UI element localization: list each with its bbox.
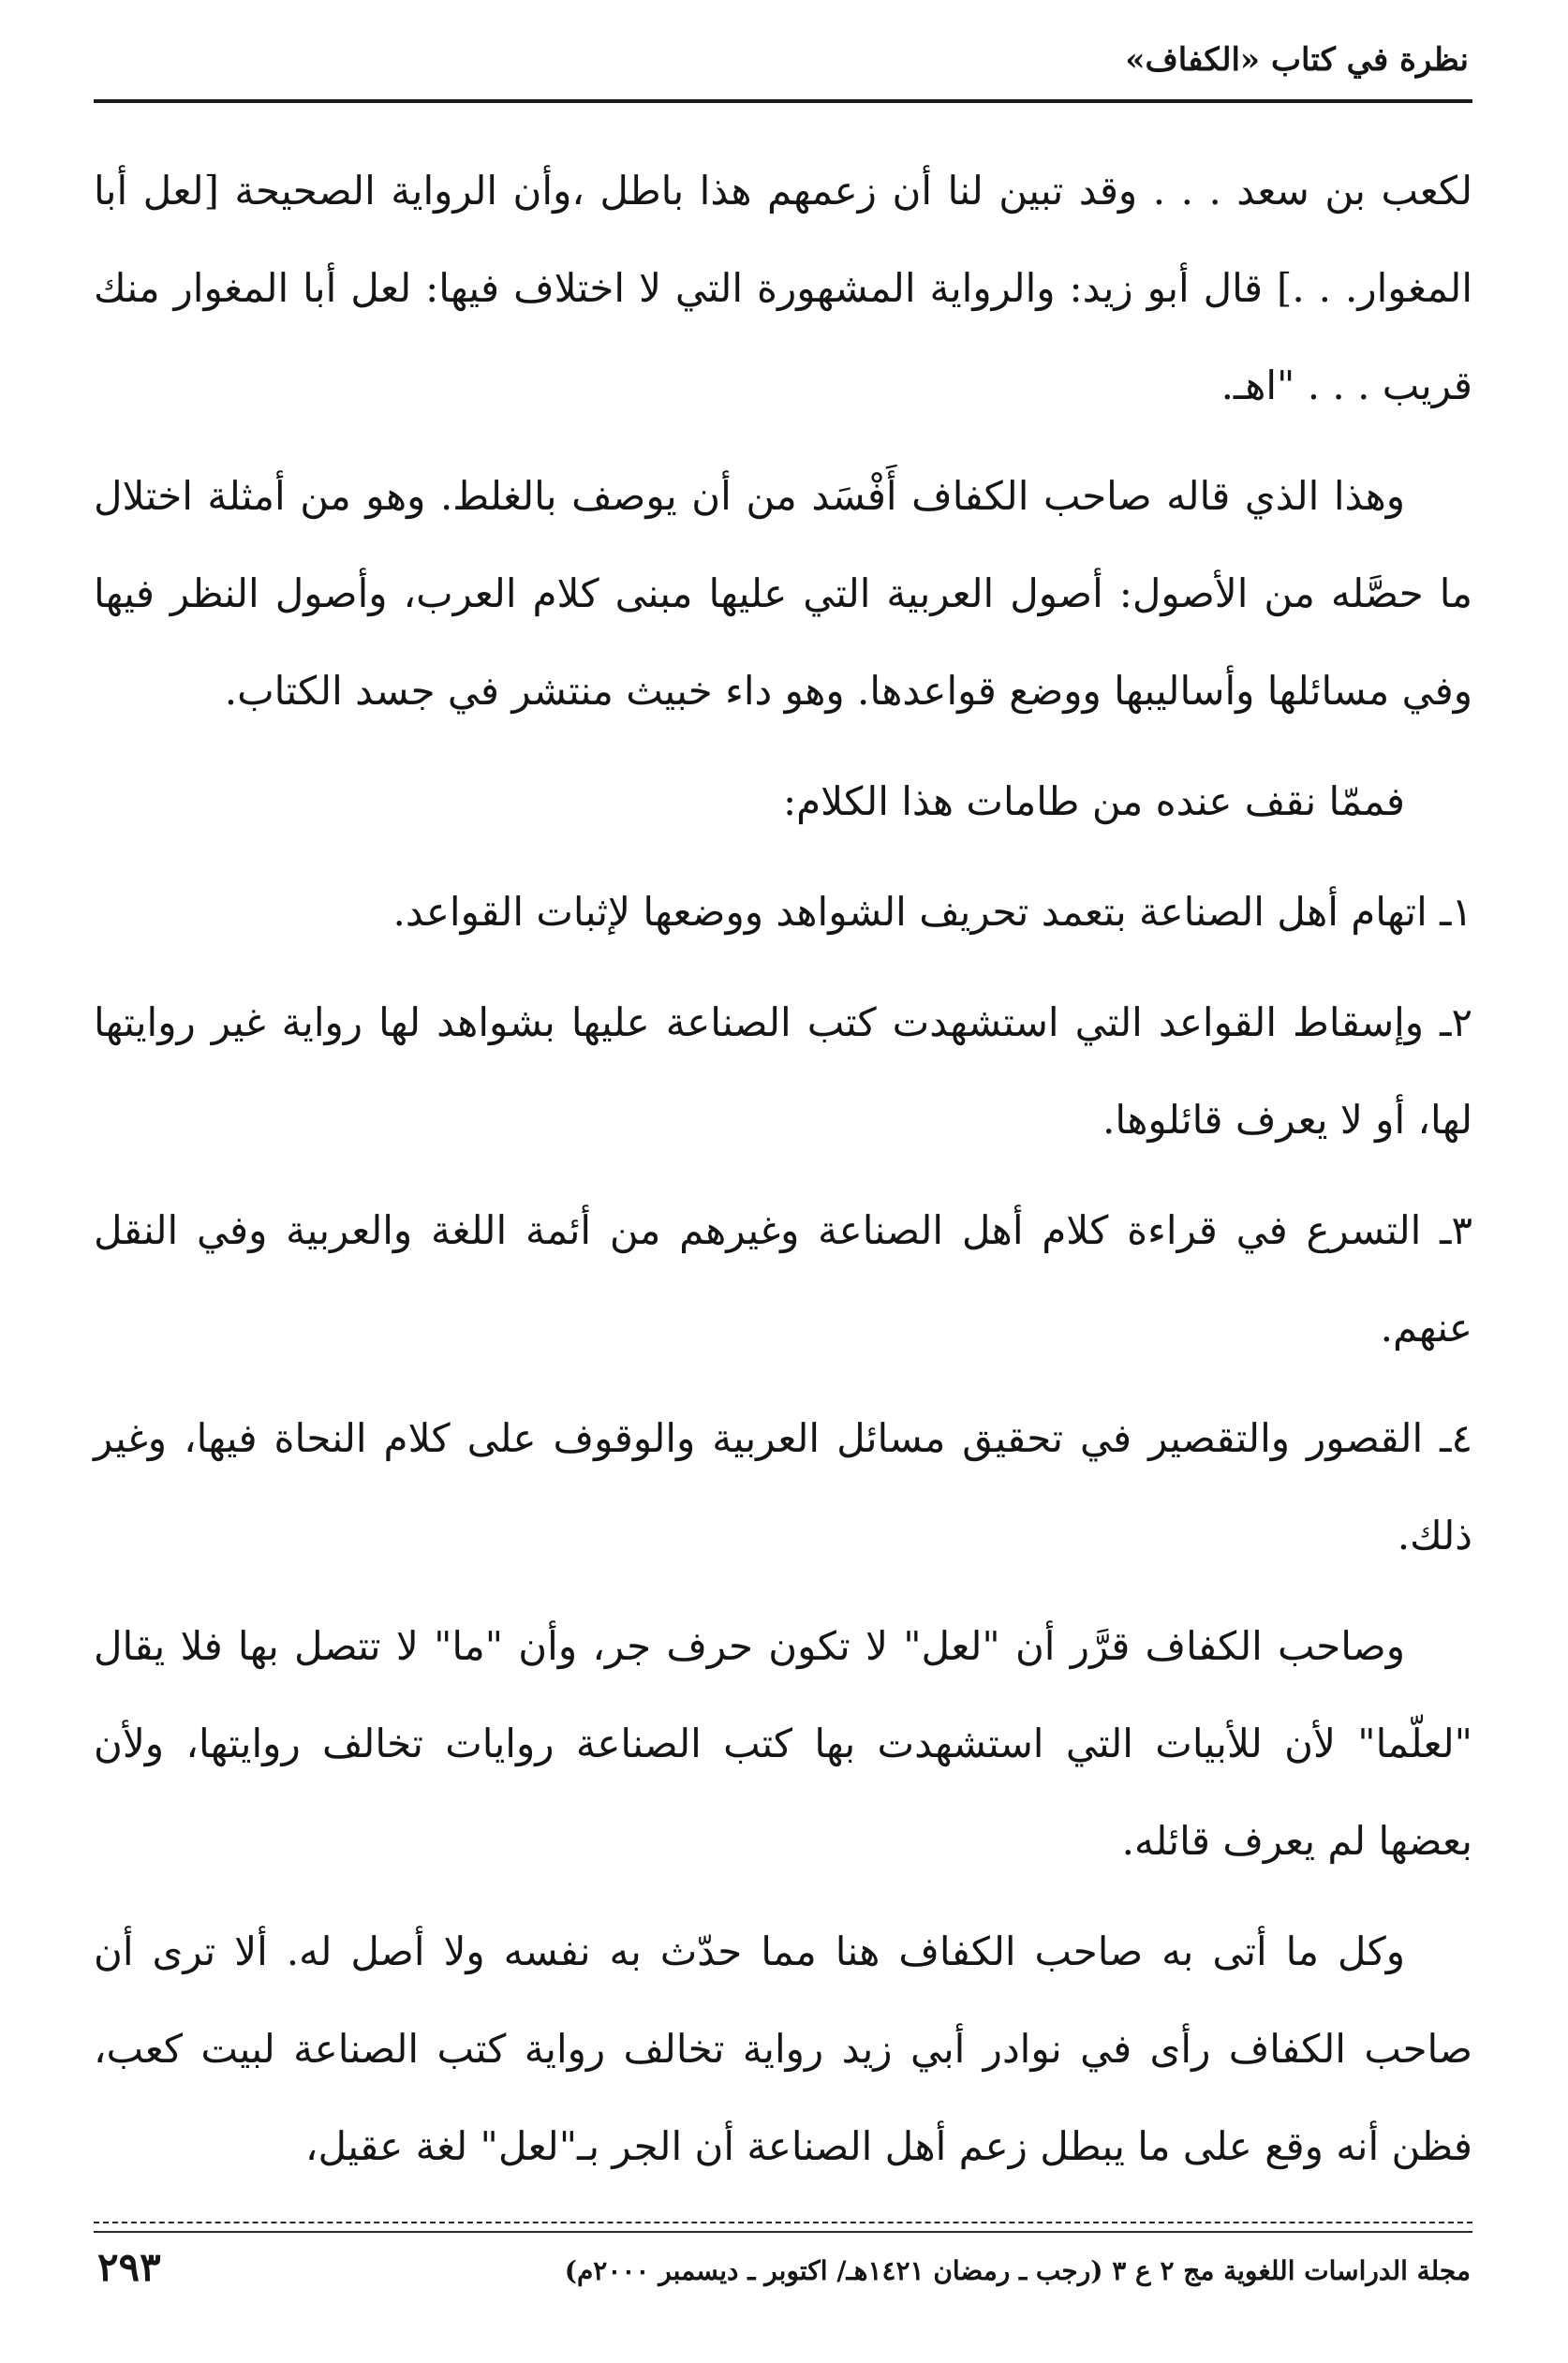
footer-rule-solid: [94, 2231, 1472, 2233]
list-item-3: ٣ـ التسرع في قراءة كلام أهل الصناعة وغيرهم من أئمة اللغة والعربية وفي النقل عنهم.: [94, 1207, 1472, 1351]
paragraph-continuation: لكعب بن سعد . . . وقد تبين لنا أن زعمهم هذا باطل ،وأن الرواية الصحيحة [لعل أبا المغوار. . .] قال أبو زيد: والرواية المشهورة التي لا اختلاف فيها: لعل أبا المغوار منك قريب . . . "اهـ.: [94, 168, 1472, 408]
footer-journal-citation: مجلة الدراسات اللغوية مج ٢ ع ٣ (رجب ـ رمضان ١٤٢١هـ/ اكتوبر ـ ديسمبر ٢٠٠٠م): [564, 2255, 1471, 2286]
paragraph-laalla: وصاحب الكفاف قرَّر أن "لعل" لا تكون حرف جر، وأن "ما" لا تتصل بها فلا يقال "لعلّما" لأن للأبيات التي استشهدت بها كتب الصناعة روايات تخالف روايتها، ولأن بعضها لم يعرف قائله.: [94, 1623, 1472, 1864]
paragraph-list-intro: فممّا نقف عنده من طامات هذا الكلام:: [782, 778, 1405, 824]
footer-rule-dashed: [94, 2222, 1472, 2223]
body-text: [94, 142, 1472, 2208]
running-header-title: نظرة في كتاب «الكفاف»: [1125, 41, 1469, 79]
header-rule: [94, 99, 1472, 103]
paragraph-critique: وهذا الذي قاله صاحب الكفاف أَفْسَد من أن يوصف بالغلط. وهو من أمثلة اختلال ما حصَّله من الأصول: أصول العربية التي عليها مبنى كلام العرب، وأصول النظر فيها وفي مسائلها وأساليبها ووضع قواعدها. وهو داء خبيث منتشر في جسد الكتاب.: [94, 473, 1472, 714]
list-item-2: ٢ـ وإسقاط القواعد التي استشهدت كتب الصناعة عليها بشواهد لها رواية غير روايتها لها، أو لا يعرف قائلوها.: [94, 999, 1472, 1143]
list-item-4: ٤ـ القصور والتقصير في تحقيق مسائل العربية والوقوف على كلام النحاة فيها، وغير ذلك.: [94, 1415, 1472, 1558]
paragraph-closing: وكل ما أتى به صاحب الكفاف هنا مما حدّث به نفسه ولا أصل له. ألا ترى أن صاحب الكفاف رأى في نوادر أبي زيد رواية تخالف رواية كتب الصناعة لبيت كعب، فظن أنه وقع على ما يبطل زعم أهل الصناعة أن الجر بـ"لعل" لغة عقيل،: [94, 1928, 1472, 2169]
page-number: ٢٩٣: [97, 2244, 161, 2290]
list-item-1: ١ـ اتهام أهل الصناعة بتعمد تحريف الشواهد ووضعها لإثبات القواعد.: [392, 889, 1472, 935]
